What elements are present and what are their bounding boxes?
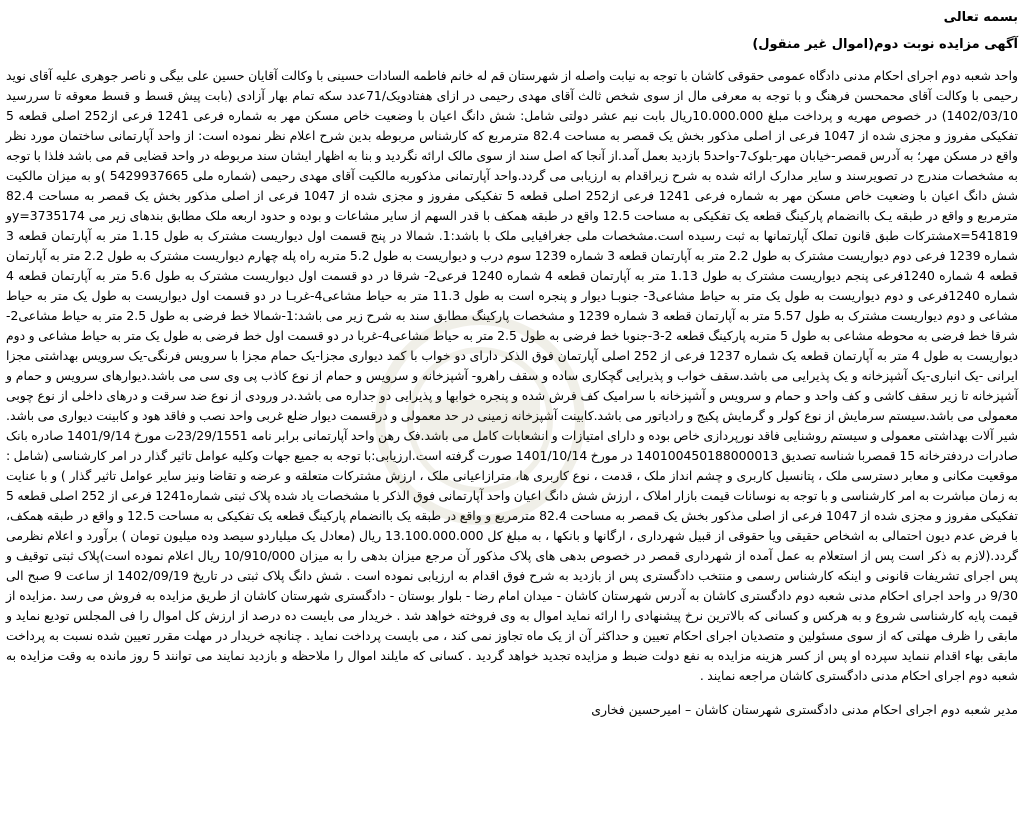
notice-subheading: آگهی مزایده نوبت دوم(اموال غیر منقول) <box>752 37 1018 52</box>
notice-body: واحد شعبه دوم اجرای احکام مدنی دادگاه عمومی حقوقی کاشان با توجه به نیابت واصله از شهرستان قم له خانم فاطمه السادات حسینی با وکالت آقایان حسین علی بیگی و ناصر جوهری علیه آقای نوید رحیمی با وکالت آقای محمحسن فرهنگ و با توجه به معرفی مال از سوی شخص ثالث آقای مهدی رحیمی در ازای هفتادویک/71عدد سکه تمام بهار آزادی (بابت پیش قسط و قسط معوقه تا سررسید 1402/03/10) در خصوص مهریه و پرداخت مبلغ 10.000.000ریال بابت نیم عشر دولتی شامل: شش دانگ اعیان با وضعیت خاص مسکن مهر به شماره فرعی 1241 فرعی از252 اصلی قطعه 5 تفکیکی مفروز و مجزی شده از 1047 فرعی از اصلی مذکور بخش یک قمصر به مساحت 82.4 مترمربع که کارشناس مربوطه بدین شرح اعلام نظر نموده است: از واحد آپارتمانی ساختمان مورد نظر واقع در مسکن مهر؛ به آدرس قمصر-خیابان مهر-بلوک7-واحد5 بازدید بعمل آمد.از آنجا که اصل سند از سوی مالک ارائه نگردید و بنا به اظهار ایشان سند مربوطه در واحد قضایی قم می باشد فلذا با توجه به مشخصات مندرج در تصویرسند و سایر مدارک ارائه شده به شرح زیراقدام به ارزیابی می گردد.واحد آپارتمانی مذکوربه مالکیت آقای مهدی رحیمی (شماره ملی 5429937665 )و به میزان مالکیت شش دانگ اعیان با وضعیت خاص مسکن مهر به شماره فرعی 1241 فرعی از252 اصلی قطعه 5 تفکیکی مفروز و مجزی شده از 1047 فرعی از اصلی مذکور بخش یک قمصر به مساحت 82.4 مترمربع و واقع در طبقه یـک باانضمام پارکینگ قطعه یک تفکیکی به مساحت 12.5 واقع در طبقه همکف با قدر السهم از سایر مشاعات و بوده و حدود اربعه ملک مطابق بندهای زیر می 3735174=yو 541819=xمشترکات طبق قانون تملک آپارتمانها به ثبت رسیده است.مشخصات ملی جغرافیایی ملک با باشد:1. شمالا در پنج قسمت اول دیواریست مشترک به طول 1.15 متر به آپارتمان قطعه 3 شماره 1239 فرعی دوم دیواریست مشترک به طول 2.2 متر به آپارتمان قطعه 3 شماره 1239 سوم درب و دیواریست به طول 5.2 متربه راه پله چهارم دیواریست مشترک به طول 2.2 متر به آپارتمان قطعه 4 شماره 1240فرعی پنجم دیواریست مشترک به طول 1.13 متر به آپارتمان قطعه 4 شماره 1240 فرعی2- شرقا در دو قسمت اول دیواریست مشترک به طول 5.6 متر به آپارتمان قطعه 4 شماره 1240فرعی و دوم دیواریست به طول یک متر به حیاط مشاعی3- جنوبـا دیوار و پنجره است به طول 11.3 متر به حیاط مشاعی4-غربـا در دو قسمت اول دیواریست به طول یک متر به حیاط مشاعی و دوم دیواریست مشترک به طول 5.57 متر به آپارتمان قطعه 3 شماره 1239 و مشخصات پارکینگ مطابق سند به شرح زیر می باشد:1-شمالا خط فرضی به طول 2.5 متر به حیاط مشاعی2-شرقا خط فرضی به محوطه مشاعی به طول 5 متربه پارکینگ قطعه 2-3-جنوبا خط فرضی به طول 2.5 متر به حیاط مشاعی4-غربا در دو قسمت اول خط فرضی به طول یک متر به حیاط مشاعی و دوم دیواریست به طول 4 متر به آپارتمان قطعه یک شماره 1237 فرعی از 252 اصلی آپارتمان فوق الذکر دارای دو خواب با کمد دیواری مجزا-یک حمام مجزا با سرویس فرنگی-یک سرویس بهداشتی مجزا ایرانی -یک انباری-یک آشپزخانه و یک پذیرایی می باشد.سقف خواب و پذیرایی گچکاری ساده و سقف راهرو- آشپزخانه و سرویس و حمام از نوع کاذب پی وی سی می باشد.دیوارهای سرویس و حمام و آشپزخانه تا زیر سقف کاشی و کف واحد و حمام و سرویس و آشپزخانه با سرامیک کف فرش شده و پنجره خوابها و پذیرایی دو جداره می باشد.در ورودی از نوع ضد سرقت و درهای داخلی از نوع چوبی معمولی می باشد.سیستم سرمایش از نوع کولر و گرمایش پکیج و رادیاتور می باشد.کابینت آشپزخانه زمینی در حد معمولی و درقسمت دیوار ضلع غربی واحد نصب و فاقد هود و کابینت دیواری می باشد. شیر آلات بهداشتی معمولی و سیستم روشنایی فاقد نورپردازی خاص بوده و دارای امتیازات و انشعابات کامل می باشد.فک رهن واحد آپارتمانی برابر نامه 23/29/1551ت مورخ 1401/9/14 صادره بانک صادرات دردفترخانه 15 قمصربا شناسه تصدیق 140100450188000013 در مورخ 1401/10/14 صورت گرفته است.ارزیابی:با توجه به جمیع جهات وکلیه عوامل تاثیر گذار در امر کارشناسی (شامل : موقعیت مکانی و معابر دسترسی ملک ، پتانسیل کاربری و چشم انداز ملک ، قدمت ، نوع کاربری ها، مترازاعیانی ملک ، ارزش مشترکات متعلقه و عرضه و تقاضا ونیز سایر عوامل تاثیر گذار ) و با عنایت به زمان مباشرت به امر کارشناسی و با توجه به نوسانات قیمت بازار املاک ، ارزش شش دانگ اعیان واحد آپارتمانی فوق الذکر با مشخصات یاد شده پلاک ثبتی شماره1241 فرعی از 252 اصلی قطعه 5 تفکیکی مفروز و مجزی شده از 1047 فرعی از اصلی مذکور بخش یک قمصر به مساحت 82.4 مترمربع و واقع در طبقه یک باانضمام پارکینگ قطعه یک تفکیکی به مساحت 12.5 و واقع در طبقه همکف، با فرض عدم دیون احتمالی به اشخاص حقیقی ویا حقوقی از قبیل شهرداری ، ارگانها و بانکها ، به مبلغ کل 13.100.000.000 ریال (معادل یک میلیاردو سیصد وده میلیون تومان ) برآورد و اعلام نظرمی گردد.(لازم به ذکر است پس از استعلام به عمل آمده از شهرداری قمصر در خصوص بدهی های پلاک مذکور آن مرجع میزان بدهی را به میزان 10/910/000 ریال اعلام نموده است)پلاک ثبتی توقیف و پس اجرای تشریفات قانونی و اینکه کارشناس رسمی و منتخب دادگستری پس از بازدید به شرح فوق اقدام به ارزیابی نموده است . شش دانگ پلاک ثبتی در تاریخ 1402/09/19 از ساعت 9 صبح الی 9/30 در واحد اجرای احکام مدنی شعبه دوم دادگستری کاشان به آدرس شهرستان کاشان - میدان امام رضا - بلوار بوستان - دادگستری شهرستان کاشان از طریق مزایده به فروش می رسد .مزایده از قیمت پایه کارشناسی شروع و به هرکس و کسانی که بالاترین نرخ پیشنهادی را ارائه نماید اموال به وی فروخته خواهد شد . خریدار می بایست ده درصد از ارزش کل اموال را فی المجلس تودیع نماید و مابقی را ظرف مهلتی که از سوی مسئولین و متصدیان اجرای احکام تعیین و حداکثر آن از یک ماه تجاوز نمی کند ، می بایست پرداخت نماید . چنانچه خریدار در مهلت مقرر تعیین شده نسبت به پرداخت مابقی بهاء اقدام ننماید سپرده او پس از کسر هزینه مزایده به نفع دولت ضبط و مزایده تجدید خواهد گردید . کسانی که مایلند اموال را ملاحظه و بازدید نمایند می توانند 5 روز مانده به وقت مزایده به شعبه دوم اجرای احکام مدنی دادگستری کاشان مراجعه نمایند . <box>6 68 1019 683</box>
notice-signature: مدیر شعبه دوم اجرای احکام مدنی دادگستری شهرستان کاشان – امیرحسین فخاری <box>591 702 1018 717</box>
auction-notice <box>6 4 1018 832</box>
notice-heading: بسمه تعالی <box>943 10 1018 25</box>
